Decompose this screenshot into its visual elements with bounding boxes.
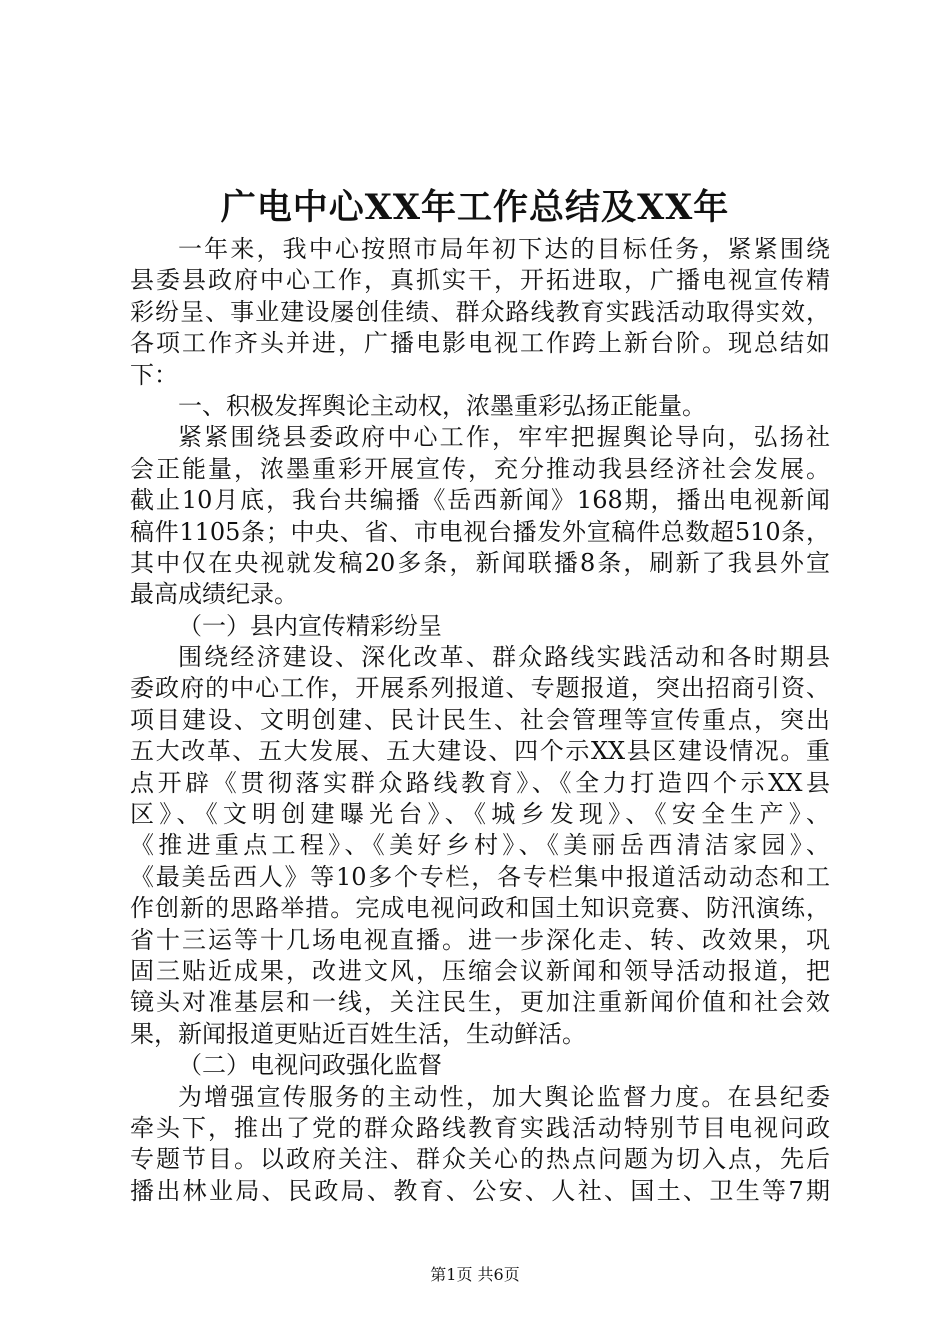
body-text-line: 作创新的思路举措。完成电视问政和国土知识竞赛、防汛演练， [130,894,830,923]
body-text-line: 其中仅在央视就发稿20多条，新闻联播8条，刷新了我县外宣 [130,548,830,577]
body-text-line: 果，新闻报道更贴近百姓生活，生动鲜活。 [130,1019,586,1048]
body-text-line: 五大改革、五大发展、五大建设、四个示XX县区建设情况。重 [130,737,830,766]
document-title: 广电中心XX年工作总结及XX年 [220,187,730,228]
body-text-line: 围绕经济建设、深化改革、群众路线实践活动和各时期县 [178,643,830,672]
body-text-line: 《最美岳西人》等10多个专栏，各专栏集中报道活动动态和工 [130,862,830,891]
body-text-line: 紧紧围绕县委政府中心工作，牢牢把握舆论导向，弘扬社 [178,423,830,452]
body-text-line: 彩纷呈、事业建设屡创佳绩、群众路线教育实践活动取得实效， [130,297,830,326]
body-text-line: 专题节目。以政府关注、群众关心的热点问题为切入点，先后 [130,1145,830,1174]
body-text-line: 点开辟《贯彻落实群众路线教育》、《全力打造四个示XX县 [130,768,830,797]
document-body [130,234,830,1207]
body-text-line: 县委县政府中心工作，真抓实干，开拓进取，广播电视宣传精 [130,266,830,295]
body-text-line: 下： [130,360,178,389]
body-text-line: 牵头下，推出了党的群众路线教育实践活动特别节目电视问政 [130,1113,830,1142]
body-text-line: 一、积极发挥舆论主动权，浓墨重彩弘扬正能量。 [178,391,706,420]
body-text-line: 一年来，我中心按照市局年初下达的目标任务，紧紧围绕 [178,235,830,263]
body-text-line: 委政府的中心工作，开展系列报道、专题报道，突出招商引资、 [130,674,830,703]
body-text-line: 截止10月底，我台共编播《岳西新闻》168期，播出电视新闻 [130,486,830,515]
body-text-line: 镜头对准基层和一线，关注民生，更加注重新闻价值和社会效 [130,988,830,1017]
body-text-line: 播出林业局、民政局、教育、公安、人社、国土、卫生等7期 [130,1176,830,1205]
body-text-line: 固三贴近成果，改进文风，压缩会议新闻和领导活动报道，把 [130,956,830,985]
body-text-line: 为增强宣传服务的主动性，加大舆论监督力度。在县纪委 [178,1082,830,1111]
body-text-line: 会正能量，浓墨重彩开展宣传，充分推动我县经济社会发展。 [130,454,830,483]
page-footer: 第1页 共6页 [430,1265,520,1284]
body-text-line: （一）县内宣传精彩纷呈 [178,611,442,640]
body-text-line: 省十三运等十几场电视直播。进一步深化走、转、改效果，巩 [130,925,830,954]
body-text-line: 各项工作齐头并进，广播电影电视工作跨上新台阶。现总结如 [130,329,830,358]
body-text-line: 区》、《文明创建曝光台》、《城乡发现》、《安全生产》、 [130,800,830,829]
body-text-line: 项目建设、文明创建、民计民生、社会管理等宣传重点，突出 [130,705,830,734]
body-text-line: （二）电视问政强化监督 [178,1051,442,1080]
body-text-line: 《推进重点工程》、《美好乡村》、《美丽岳西清洁家园》、 [130,831,830,860]
body-text-line: 稿件1105条；中央、省、市电视台播发外宣稿件总数超510条， [130,517,830,546]
body-text-line: 最高成绩纪录。 [130,580,298,609]
